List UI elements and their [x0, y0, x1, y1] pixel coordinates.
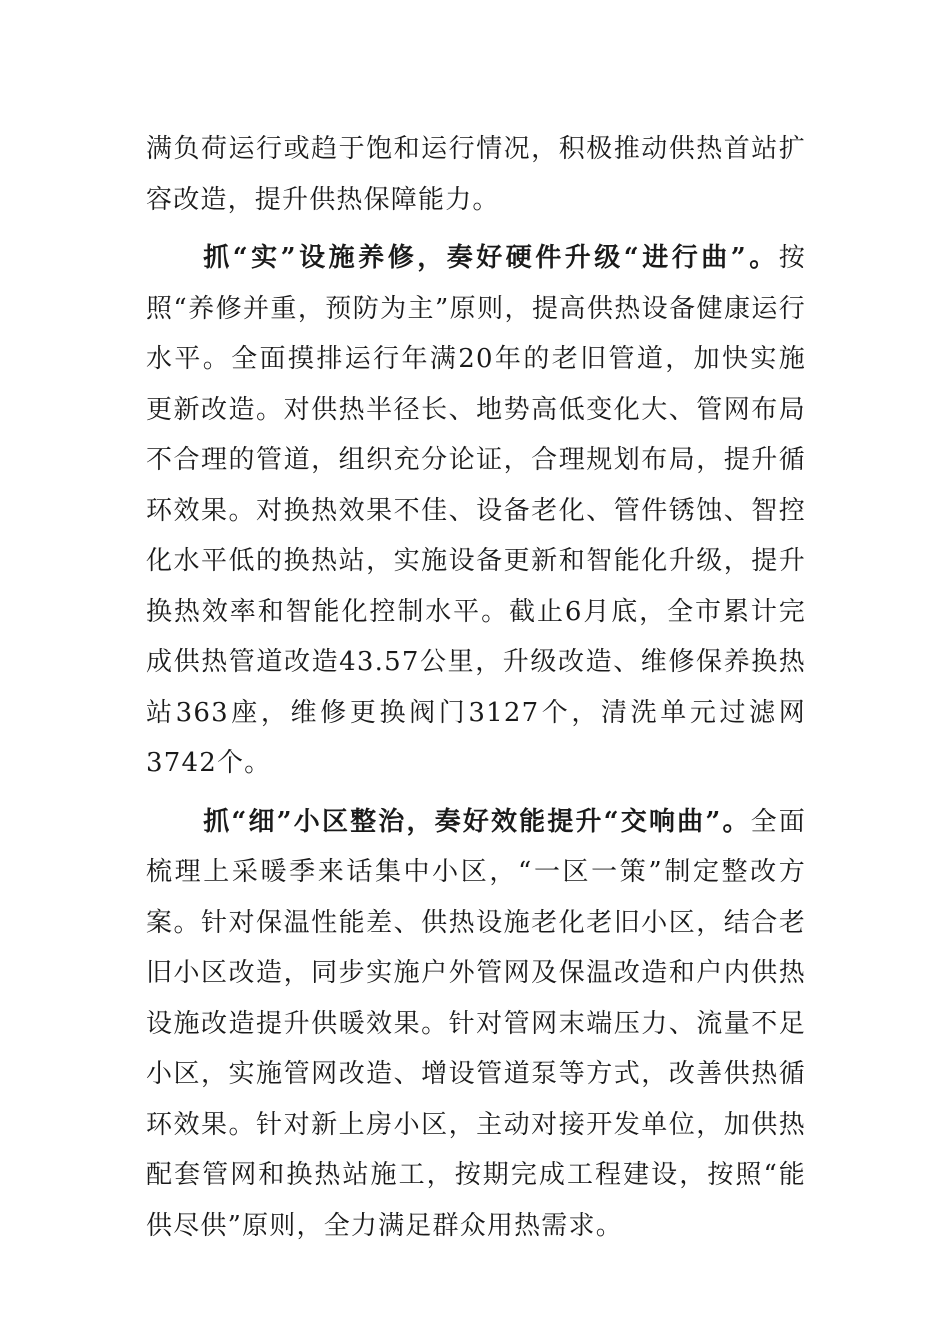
- document-page: [146, 124, 806, 1251]
- paragraph-community-renovation: [146, 797, 806, 1252]
- paragraph-heading: 抓“实”设施养修，奏好硬件升级“进行曲”。: [203, 243, 779, 273]
- paragraph-facility-maintenance: [146, 233, 806, 789]
- paragraph-body: 满负荷运行或趋于饱和运行情况，积极推动供热首站扩容改造，提升供热保障能力。: [146, 134, 806, 215]
- paragraph-heading: 抓“细”小区整治，奏好效能提升“交响曲”。: [203, 806, 751, 837]
- paragraph-body: 按照“养修并重，预防为主”原则，提高供热设备健康运行水平。全面摸排运行年满20年的老旧管道，加快实施更新改造。对供热半径长、地势高低变化大、管网布局不合理的管道，组织充分论证，合理规划布局，提升循环效果。对换热效果不佳、设备老化、管件锈蚀、智控化水平低的换热站，实施设备更新和智能化升级，提升换热效率和智能化控制水平。截止6月底，全市累计完成供热管道改造43.57公里，升级改造、维修保养换热站363座，维修更换阀门3127个，清洗单元过滤网3742个。: [146, 243, 806, 778]
- paragraph-continuation: [146, 124, 806, 225]
- paragraph-body: 全面梳理上采暖季来话集中小区，“一区一策”制定整改方案。针对保温性能差、供热设施老化老旧小区，结合老旧小区改造，同步实施户外管网及保温改造和户内供热设施改造提升供暖效果。针对管网末端压力、流量不足小区，实施管网改造、增设管道泵等方式，改善供热循环效果。针对新上房小区，主动对接开发单位，加供热配套管网和换热站施工，按期完成工程建设，按照“能供尽供”原则，全力满足群众用热需求。: [146, 806, 806, 1241]
